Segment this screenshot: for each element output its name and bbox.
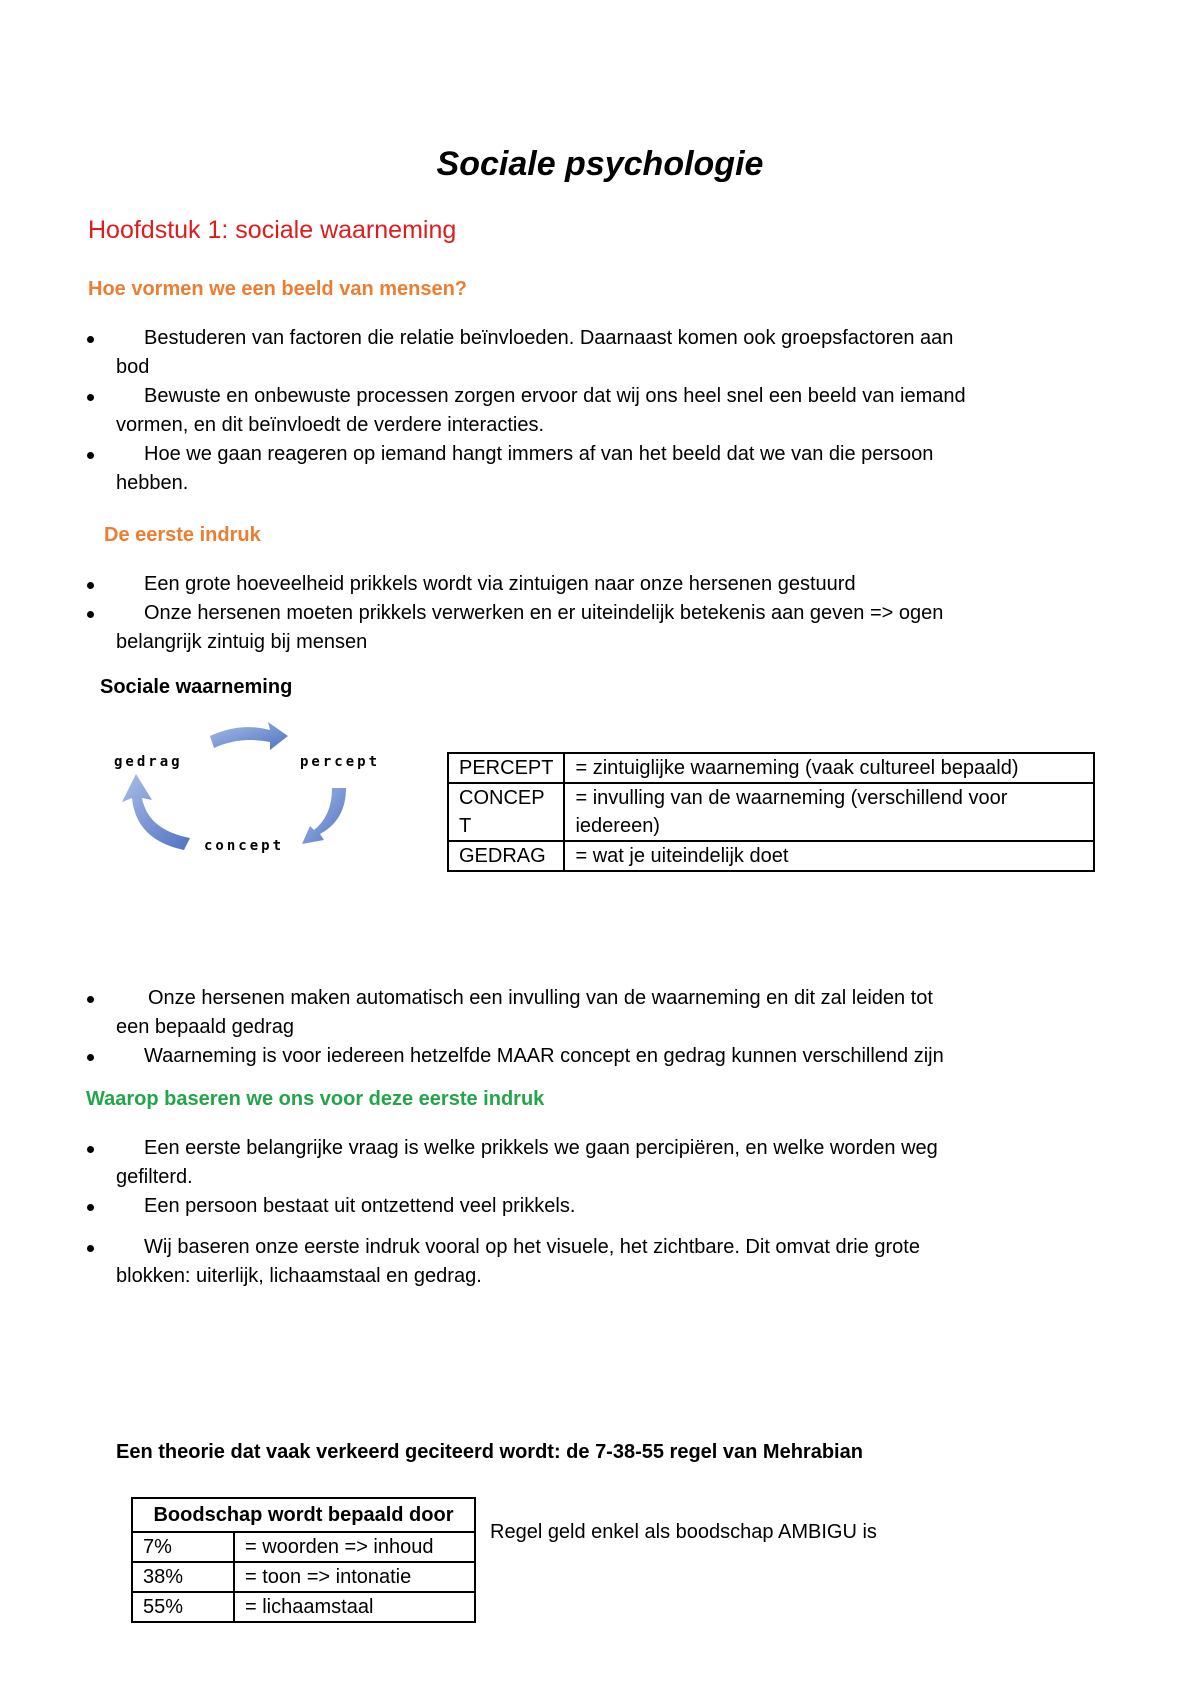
- table-row: [132, 1498, 475, 1532]
- list-item: Een persoon bestaat uit ontzettend veel prikkels.: [116, 1192, 1116, 1221]
- table-row: [132, 1562, 475, 1592]
- bullet-icon: [87, 394, 94, 401]
- theory-note: Regel geld enkel als boodschap AMBIGU is: [490, 1521, 877, 1543]
- arrow-left-icon: [122, 774, 190, 850]
- table-cell-pct: 38%: [132, 1562, 234, 1592]
- bullet-icon: [87, 1204, 94, 1211]
- bullet-icon: [87, 452, 94, 459]
- definitions-table: [447, 752, 1095, 872]
- arrow-top-icon: [210, 722, 288, 750]
- chapter-heading: Hoofdstuk 1: sociale waarneming: [88, 216, 457, 244]
- section-heading-waarop: Waarop baseren we ons voor deze eerste indruk: [86, 1088, 545, 1110]
- table-cell-desc: = woorden => inhoud: [234, 1532, 475, 1562]
- table-row: [448, 783, 1094, 841]
- table-cell-def: = invulling van de waarneming (verschillend voor iedereen): [564, 783, 1094, 841]
- bullet-icon: [87, 336, 94, 343]
- bullet-icon: [87, 996, 94, 1003]
- arrow-right-icon: [302, 788, 346, 844]
- section-heading-beeld: Hoe vormen we een beeld van mensen?: [88, 278, 468, 300]
- bullet-icon: [87, 1146, 94, 1153]
- cycle-label-gedrag: gedrag: [114, 754, 183, 770]
- bullet-list-section3: [116, 984, 1116, 1071]
- bullet-list-section1: [116, 324, 1116, 498]
- bullet-icon: [87, 1245, 94, 1252]
- bullet-list-section4: [116, 1134, 1116, 1291]
- list-item: Onze hersenen maken automatisch een invulling van de waarneming en dit zal leiden tot een bepaald gedrag: [116, 984, 1116, 1042]
- cycle-label-concept: concept: [204, 838, 285, 854]
- theory-heading: Een theorie dat vaak verkeerd geciteerd wordt: de 7-38-55 regel van Mehrabian: [116, 1441, 863, 1463]
- bullet-icon: [87, 582, 94, 589]
- table-row: [448, 841, 1094, 871]
- list-item: Waarneming is voor iedereen hetzelfde MAAR concept en gedrag kunnen verschillend zijn: [116, 1042, 1116, 1071]
- list-item: Hoe we gaan reageren op iemand hangt immers af van het beeld dat we van die persoon hebben.: [116, 440, 1116, 498]
- table-cell-term: CONCEP T: [448, 783, 564, 841]
- table-cell-term: PERCEPT: [448, 753, 564, 783]
- table-cell-desc: = toon => intonatie: [234, 1562, 475, 1592]
- bullet-icon: [87, 611, 94, 618]
- bullet-list-section2: [116, 570, 1116, 657]
- list-item: Bestuderen van factoren die relatie beïnvloeden. Daarnaast komen ook groepsfactoren aan bod: [116, 324, 1116, 382]
- table-cell-term: GEDRAG: [448, 841, 564, 871]
- section-heading-eerste-indruk: De eerste indruk: [104, 524, 261, 546]
- mehrabian-table: [131, 1497, 476, 1623]
- list-item: Een grote hoeveelheid prikkels wordt via zintuigen naar onze hersenen gestuurd: [116, 570, 1116, 599]
- list-item: Een eerste belangrijke vraag is welke prikkels we gaan percipiëren, en welke worden weg gefilterd.: [116, 1134, 1116, 1192]
- table-cell-def: = wat je uiteindelijk doet: [564, 841, 1094, 871]
- list-item: Onze hersenen moeten prikkels verwerken en er uiteindelijk betekenis aan geven => ogen belangrijk zintuig bij mensen: [116, 599, 1116, 657]
- table-cell-pct: 7%: [132, 1532, 234, 1562]
- table-cell-pct: 55%: [132, 1592, 234, 1622]
- table-row: [132, 1532, 475, 1562]
- table-header: Boodschap wordt bepaald door: [132, 1498, 475, 1532]
- table-row: [448, 753, 1094, 783]
- figure-label: Sociale waarneming: [100, 676, 293, 698]
- page-title: Sociale psychologie: [436, 145, 764, 183]
- list-item: Wij baseren onze eerste indruk vooral op het visuele, het zichtbare. Dit omvat drie grote blokken: uiterlijk, lichaamstaal en gedrag.: [116, 1233, 1116, 1291]
- table-row: [132, 1592, 475, 1622]
- table-cell-def: = zintuiglijke waarneming (vaak cultureel bepaald): [564, 753, 1094, 783]
- cycle-label-percept: percept: [300, 754, 381, 770]
- bullet-icon: [87, 1054, 94, 1061]
- list-item: Bewuste en onbewuste processen zorgen ervoor dat wij ons heel snel een beeld van iemand vormen, en dit beïnvloedt de verdere interacties.: [116, 382, 1116, 440]
- table-cell-desc: = lichaamstaal: [234, 1592, 475, 1622]
